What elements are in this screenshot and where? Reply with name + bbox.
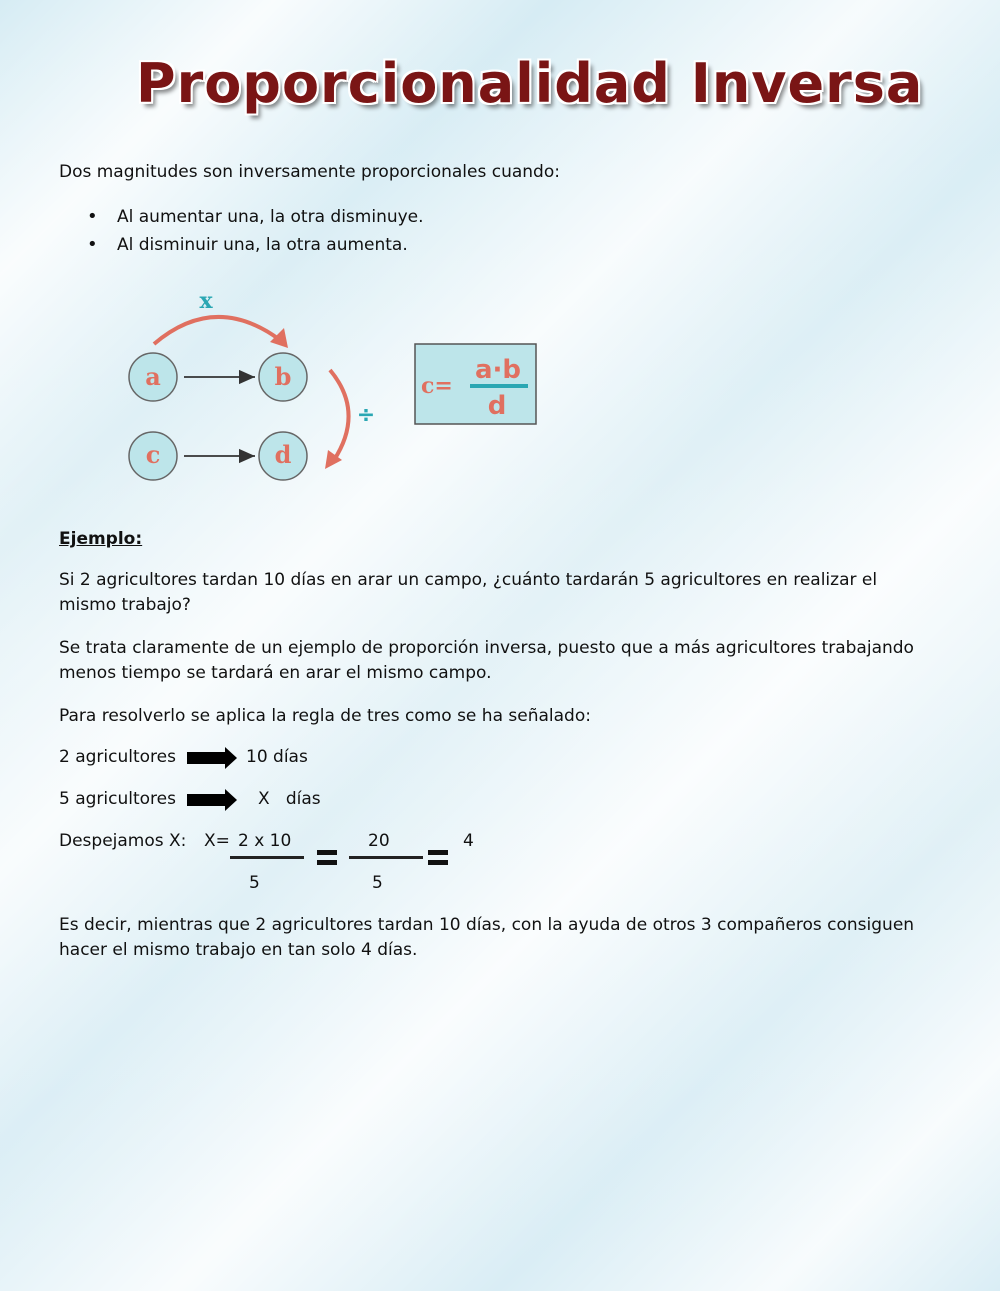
node-d-label: d — [274, 440, 292, 469]
formula-numerator: a·b — [474, 355, 522, 385]
question-text: Si 2 agricultores tardan 10 días en arar un campo, ¿cuánto tardarán 5 agricultores en realizar el mismo trabajo? — [59, 570, 878, 615]
explanation-text: Se trata claramente de un ejemplo de proporción inversa, puesto que a más agricultores trabajando menos tiempo se tardará en arar el mismo campo. — [59, 638, 914, 683]
multiply-curve-arrow — [154, 317, 280, 344]
conclusion-text: Es decir, mientras que 2 agricultores tardan 10 días, con la ayuda de otros 3 compañeros consiguen hacer el mismo trabajo en tan solo 4 días. — [59, 915, 915, 960]
right-arrow-icon-head — [225, 789, 237, 811]
intro-text: Dos magnitudes son inversamente proporcionales cuando: — [59, 162, 560, 182]
bullet-list — [59, 203, 424, 259]
fraction-bar-2 — [349, 856, 423, 859]
rule-row-1-right: 10 días — [246, 747, 308, 767]
solve-label: Despejamos X: — [59, 831, 187, 851]
solve-denominator-2: 5 — [372, 873, 383, 893]
node-a-label: a — [145, 362, 161, 391]
divide-symbol: ÷ — [356, 403, 376, 428]
rule-row-2-left: 5 agricultores — [59, 789, 176, 809]
node-d — [259, 432, 307, 480]
divide-curve-arrow — [330, 370, 349, 460]
rule-row-1-left: 2 agricultores — [59, 747, 176, 767]
formula-box — [415, 344, 536, 424]
method-text: Para resolverlo se aplica la regla de tres como se ha señalado: — [59, 706, 591, 726]
inverse-proportion-diagram — [120, 282, 550, 497]
equals-sign — [428, 850, 448, 870]
equals-sign — [317, 850, 337, 870]
example-heading: Ejemplo: — [59, 529, 143, 549]
node-c-label: c — [145, 440, 161, 469]
node-c — [129, 432, 177, 480]
solve-x-eq: X= — [204, 831, 230, 851]
fraction-bar-1 — [230, 856, 304, 859]
bullet-item: • Al aumentar una, la otra disminuye. — [59, 203, 424, 231]
solve-result: 4 — [463, 831, 474, 851]
solve-denominator-1: 5 — [249, 873, 260, 893]
node-b-label: b — [274, 362, 292, 391]
rule-row-2-right: X días — [258, 789, 321, 809]
node-a — [129, 353, 177, 401]
multiply-curve-arrowhead — [270, 328, 288, 348]
right-arrow-icon — [187, 752, 225, 764]
solve-numerator-2: 20 — [368, 831, 390, 851]
node-b — [259, 353, 307, 401]
formula-lhs: c= — [421, 373, 453, 399]
right-arrow-icon-head — [225, 747, 237, 769]
page-title: Proporcionalidad Inversa — [136, 52, 924, 115]
right-arrow-icon — [187, 794, 225, 806]
formula-denominator: d — [487, 391, 507, 421]
solve-numerator-1: 2 x 10 — [238, 831, 292, 851]
multiply-symbol: x — [199, 288, 213, 314]
bullet-item: • Al disminuir una, la otra aumenta. — [59, 231, 424, 259]
